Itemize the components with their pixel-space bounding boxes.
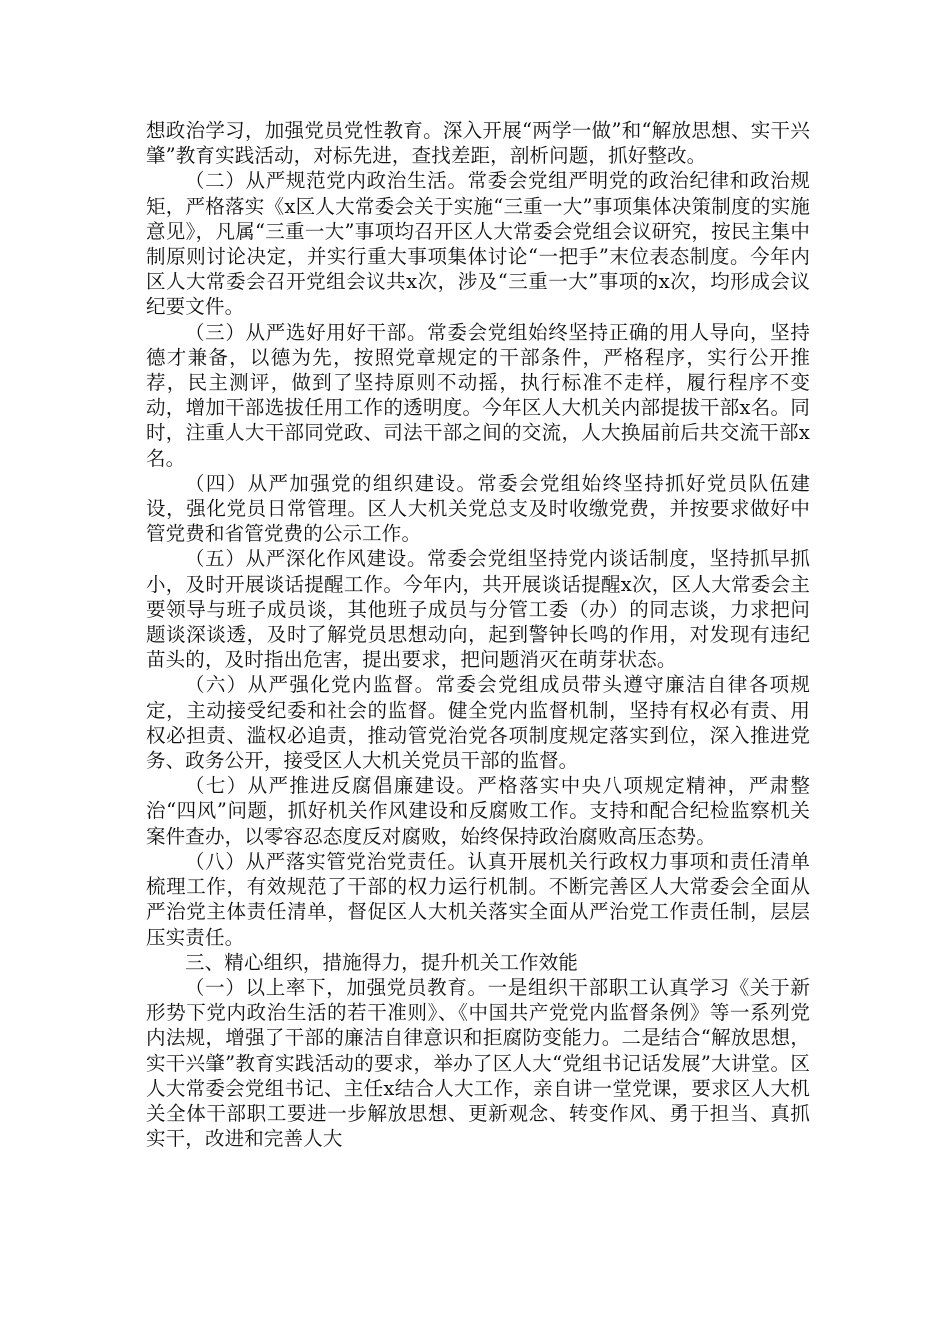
paragraph-subsection-1: （一）以上率下，加强党员教育。一是组织干部职工认真学习《关于新形势下党内政治生活的若干准则》、《中国共产党党内监督条例》等一系列党内法规，增强了干部的廉洁自律意识和拒腐防变能力。二是结合“解放思想，实干兴肇”教育实践活动的要求，举办了区人大“党组书记话发展”大讲堂。区人大常委会党组书记、主任x结合人大工作，亲自讲一堂党课，要求区人大机关全体干部职工要进一步解放思想、更新观念、转变作风、勇于担当、真抓实干，改进和完善人大: [146, 975, 810, 1151]
paragraph-section-4: （四）从严加强党的组织建设。常委会党组始终坚持抓好党员队伍建设，强化党员日常管理。区人大机关党总支及时收缴党费，并按要求做好中管党费和省管党费的公示工作。: [146, 471, 810, 546]
paragraph-section-7: （七）从严推进反腐倡廉建设。严格落实中央八项规定精神，严肃整治“四风”问题，抓好机关作风建设和反腐败工作。支持和配合纪检监察机关案件查办，以零容忍态度反对腐败，始终保持政治腐败高压态势。: [146, 774, 810, 848]
paragraph-section-3: （三）从严选好用好干部。常委会党组始终坚持正确的用人导向，坚持德才兼备，以德为先，按照党章规定的干部条件，严格程序，实行公开推荐，民主测评，做到了坚持原则不动摇，执行标准不走样，履行程序不变动，增加干部选拔任用工作的透明度。今年区人大机关内部提拔干部x名。同时，注重人大干部同党政、司法干部之间的交流，人大换届前后共交流干部x名。: [146, 320, 810, 470]
paragraph-continuation: 想政治学习，加强党员党性教育。深入开展“两学一做”和“解放思想、实干兴肇”教育实践活动，对标先进，查找差距，剖析问题，抓好整改。: [146, 119, 810, 168]
section-heading-3: 三、精心组织，措施得力，提升机关工作效能: [185, 950, 579, 974]
document-page: [146, 118, 810, 1151]
paragraph-section-8: （八）从严落实管党治党责任。认真开展机关行政权力事项和责任清单梳理工作，有效规范了干部的权力运行机制。不断完善区人大常委会全面从严治党主体责任清单，督促区人大机关落实全面从严治党工作责任制，层层压实责任。: [146, 849, 810, 949]
paragraph-section-6: （六）从严强化党内监督。常委会党组成员带头遵守廉洁自律各项规定，主动接受纪委和社会的监督。健全党内监督机制，坚持有权必有责、用权必担责、滥权必追责，推动管党治党各项制度规定落实到位，深入推进党务、政务公开，接受区人大机关党员干部的监督。: [146, 673, 810, 773]
paragraph-section-2: （二）从严规范党内政治生活。常委会党组严明党的政治纪律和政治规矩，严格落实《x区人大常委会关于实施“三重一大”事项集体决策制度的实施意见》，凡属“三重一大”事项均召开区人大常委会党组会议研究，按民主集中制原则讨论决定，并实行重大事项集体讨论“一把手”末位表态制度。今年内区人大常委会召开党组会议共x次，涉及“三重一大”事项的x次，均形成会议纪要文件。: [146, 169, 810, 319]
paragraph-section-5: （五）从严深化作风建设。常委会党组坚持党内谈话制度，坚持抓早抓小，及时开展谈话提醒工作。今年内，共开展谈话提醒x次，区人大常委会主要领导与班子成员谈，其他班子成员与分管工委（办）的同志谈，力求把问题谈深谈透，及时了解党员思想动向，起到警钟长鸣的作用，对发现有违纪苗头的，及时指出危害，提出要求，把问题消灭在萌芽状态。: [146, 547, 810, 672]
